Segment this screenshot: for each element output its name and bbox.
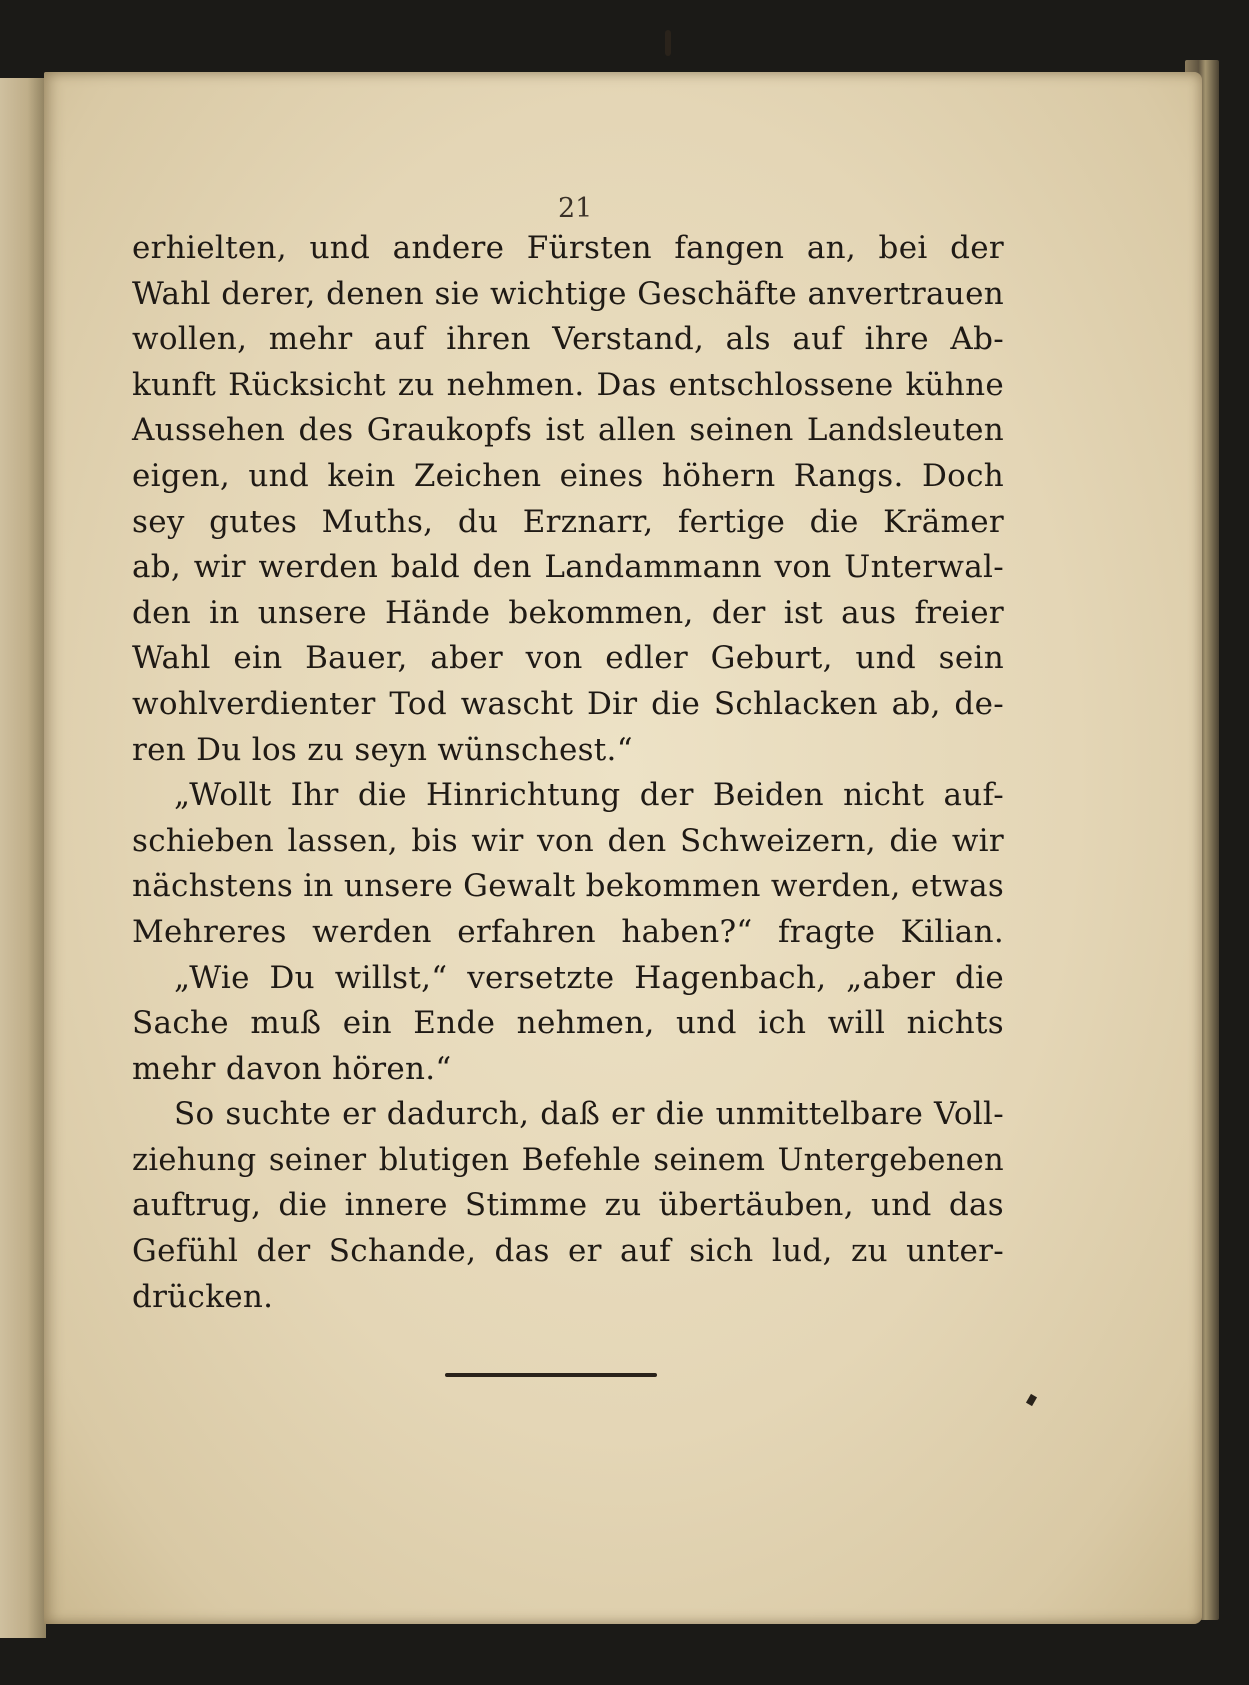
text-line: Sache muß ein Ende nehmen, und ich will nichts xyxy=(132,1005,1004,1042)
text-line: So suchte er dadurch, daß er die unmittelbare Voll- xyxy=(174,1096,1004,1133)
text-line: kunft Rücksicht zu nehmen. Das entschlossene kühne xyxy=(132,366,1004,403)
ink-mark xyxy=(665,30,671,56)
text-line: Mehreres werden erfahren haben?“ fragte Kilian. xyxy=(132,913,1004,950)
page-number: 21 xyxy=(558,193,593,224)
text-line: nächstens in unsere Gewalt bekommen werden, etwas xyxy=(132,868,1005,905)
text-line: wohlverdienter Tod wascht Dir die Schlacken ab, de- xyxy=(132,685,1004,722)
text-line: schieben lassen, bis wir von den Schweizern, die wir xyxy=(132,822,1004,859)
text-line: erhielten, und andere Fürsten fangen an, bei der xyxy=(132,230,1004,266)
body-text xyxy=(132,226,1004,1320)
text-line: „Wollt Ihr die Hinrichtung der Beiden nicht auf- xyxy=(174,777,1004,814)
text-line: „Wie Du willst,“ versetzte Hagenbach, „aber die xyxy=(174,959,1004,996)
text-line: mehr davon hören.“ xyxy=(132,1050,452,1087)
end-rule xyxy=(445,1373,657,1377)
text-line: auftrug, die innere Stimme zu übertäuben, und das xyxy=(132,1187,1004,1224)
text-line: ziehung seiner blutigen Befehle seinem Untergebenen xyxy=(132,1142,1004,1178)
text-line: wollen, mehr auf ihren Verstand, als auf ihre Ab- xyxy=(132,321,1004,358)
text-line: ab, wir werden bald den Landammann von Unterwal- xyxy=(132,549,1004,586)
facing-page-edge xyxy=(0,78,46,1638)
text-line: Wahl ein Bauer, aber von edler Geburt, und sein xyxy=(132,640,1004,677)
text-line: Aussehen des Graukopfs ist allen seinen Landsleuten xyxy=(132,412,1004,449)
text-line: den in unsere Hände bekommen, der ist aus freier xyxy=(132,594,1004,631)
text-line: ren Du los zu seyn wünschest.“ xyxy=(132,731,633,768)
text-line: eigen, und kein Zeichen eines höhern Rangs. Doch xyxy=(132,457,1004,494)
text-line: drücken. xyxy=(132,1278,274,1315)
text-line: Gefühl der Schande, das er auf sich lud, zu unter- xyxy=(132,1233,1004,1270)
text-line: Wahl derer, denen sie wichtige Geschäfte anvertrauen xyxy=(132,275,1004,312)
text-line: sey gutes Muths, du Erznarr, fertige die Krämer xyxy=(132,503,1004,540)
